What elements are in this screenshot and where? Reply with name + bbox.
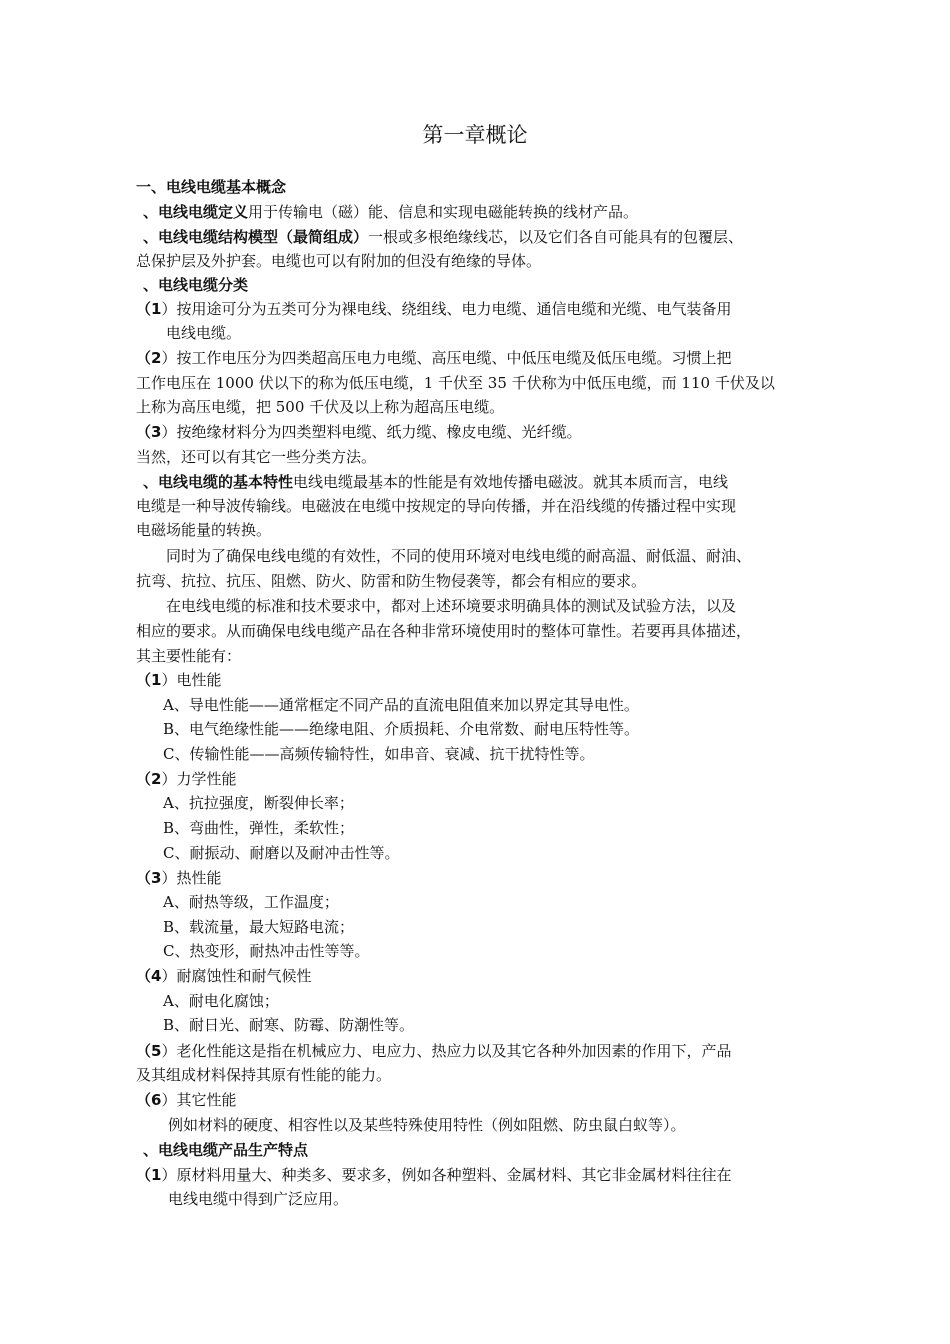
text-line: 电缆是一种导波传输线。电磁波在电缆中按规定的导向传播，并在沿线缆的传播过程中实现 xyxy=(136,497,737,515)
model-text: 一根或多根绝缘线芯，以及它们各自可能具有的包覆层、 xyxy=(368,228,744,246)
paragraph-model xyxy=(143,226,743,248)
paragraph-definition xyxy=(143,201,638,223)
list-item: （2）按工作电压分为四类超高压电力电缆、高压电缆、中低压电缆及低压电缆。习惯上把 xyxy=(136,349,732,367)
list-item: A、耐热等级，工作温度； xyxy=(163,893,339,911)
list-item: （5）老化性能这是指在机械应力、电应力、热应力以及其它各种外加因素的作用下，产品 xyxy=(136,1042,732,1060)
list-item: B、载流量，最大短路电流； xyxy=(163,918,355,936)
text-line: 及其组成材料保持其原有性能的能力。 xyxy=(136,1066,392,1084)
list-item: A、抗拉强度，断裂伸长率； xyxy=(163,794,354,812)
list-item: （1）按用途可分为五类可分为裸电线、绕组线、电力电缆、通信电缆和光缆、电气装备用 xyxy=(136,300,732,318)
list-item: （3）按绝缘材料分为四类塑料电缆、纸力缆、橡皮电缆、光纤缆。 xyxy=(136,423,582,441)
list-item: C、传输性能——高频传输特性，如串音、衰减、抗干扰特性等。 xyxy=(163,745,595,763)
list-item: （6）其它性能 xyxy=(136,1091,237,1109)
definition-text: 用于传输电（磁）能、信息和实现电磁能转换的线材产品。 xyxy=(248,203,639,221)
section-heading: 一、电线电缆基本概念 xyxy=(136,178,287,196)
list-item: （1）原材料用量大、种类多、要求多，例如各种塑料、金属材料、其它非金属材料往往在 xyxy=(136,1166,732,1184)
list-item: B、耐日光、耐寒、防霉、防潮性等。 xyxy=(163,1016,415,1034)
definition-label: 、电线电缆定义 xyxy=(143,203,249,221)
text-line: 电线电缆。 xyxy=(166,324,242,342)
text-line: 电磁场能量的转换。 xyxy=(136,521,272,539)
model-label: 、电线电缆结构模型（最简组成） xyxy=(143,228,369,246)
list-item: （3）热性能 xyxy=(136,869,222,887)
list-item: （1）电性能 xyxy=(136,671,222,689)
list-item: C、耐振动、耐磨以及耐冲击性等。 xyxy=(163,844,400,862)
text-line: 总保护层及外护套。电缆也可以有附加的但没有绝缘的导体。 xyxy=(136,252,542,270)
text-line: 上称为高压电缆，把 500 千伏及以上称为超高压电缆。 xyxy=(136,398,505,416)
text-line: 抗弯、抗拉、抗压、阻燃、防火、防雷和防生物侵袭等，都会有相应的要求。 xyxy=(136,572,647,590)
text-line: 电线电缆中得到广泛应用。 xyxy=(168,1190,349,1208)
text-line: 当然，还可以有其它一些分类方法。 xyxy=(136,448,377,466)
list-item: （4）耐腐蚀性和耐气候性 xyxy=(136,967,312,985)
list-item: B、弯曲性，弹性，柔软性； xyxy=(163,819,355,837)
basic-label: 、电线电缆的基本特性 xyxy=(143,473,294,491)
paragraph-basic: 、电线电缆的基本特性电线电缆最基本的性能是有效地传播电磁波。就其本质而言，电线 xyxy=(143,473,729,491)
list-item: A、导电性能——通常框定不同产品的直流电阻值来加以界定其导电性。 xyxy=(163,696,639,714)
production-heading: 、电线电缆产品生产特点 xyxy=(143,1141,309,1159)
page-title: 第一章概论 xyxy=(422,123,528,147)
text-line: 相应的要求。从而确保电线电缆产品在各种非常环境使用时的整体可靠性。若要再具体描述， xyxy=(136,622,752,640)
text-line: 在电线电缆的标准和技术要求中，都对上述环境要求明确具体的测试及试验方法，以及 xyxy=(166,597,737,615)
list-item: C、热变形，耐热冲击性等等。 xyxy=(163,942,370,960)
text-line: 其主要性能有： xyxy=(136,647,242,665)
list-item: B、电气绝缘性能——绝缘电阻、介质损耗、介电常数、耐电压特性等。 xyxy=(163,720,640,738)
text-line: 工作电压在 1000 伏以下的称为低压电缆，1 千伏至 35 千伏称为中低压电缆，而 110 千伏及以 xyxy=(136,374,775,392)
text-line: 例如材料的硬度、相容性以及某些特殊使用特性（例如阻燃、防虫鼠白蚁等）。 xyxy=(168,1116,686,1134)
list-item: （2）力学性能 xyxy=(136,770,237,788)
classification-heading: 、电线电缆分类 xyxy=(143,276,249,294)
text-line: 同时为了确保电线电缆的有效性，不同的使用环境对电线电缆的耐高温、耐低温、耐油、 xyxy=(166,547,752,565)
list-item: A、耐电化腐蚀； xyxy=(163,992,279,1010)
